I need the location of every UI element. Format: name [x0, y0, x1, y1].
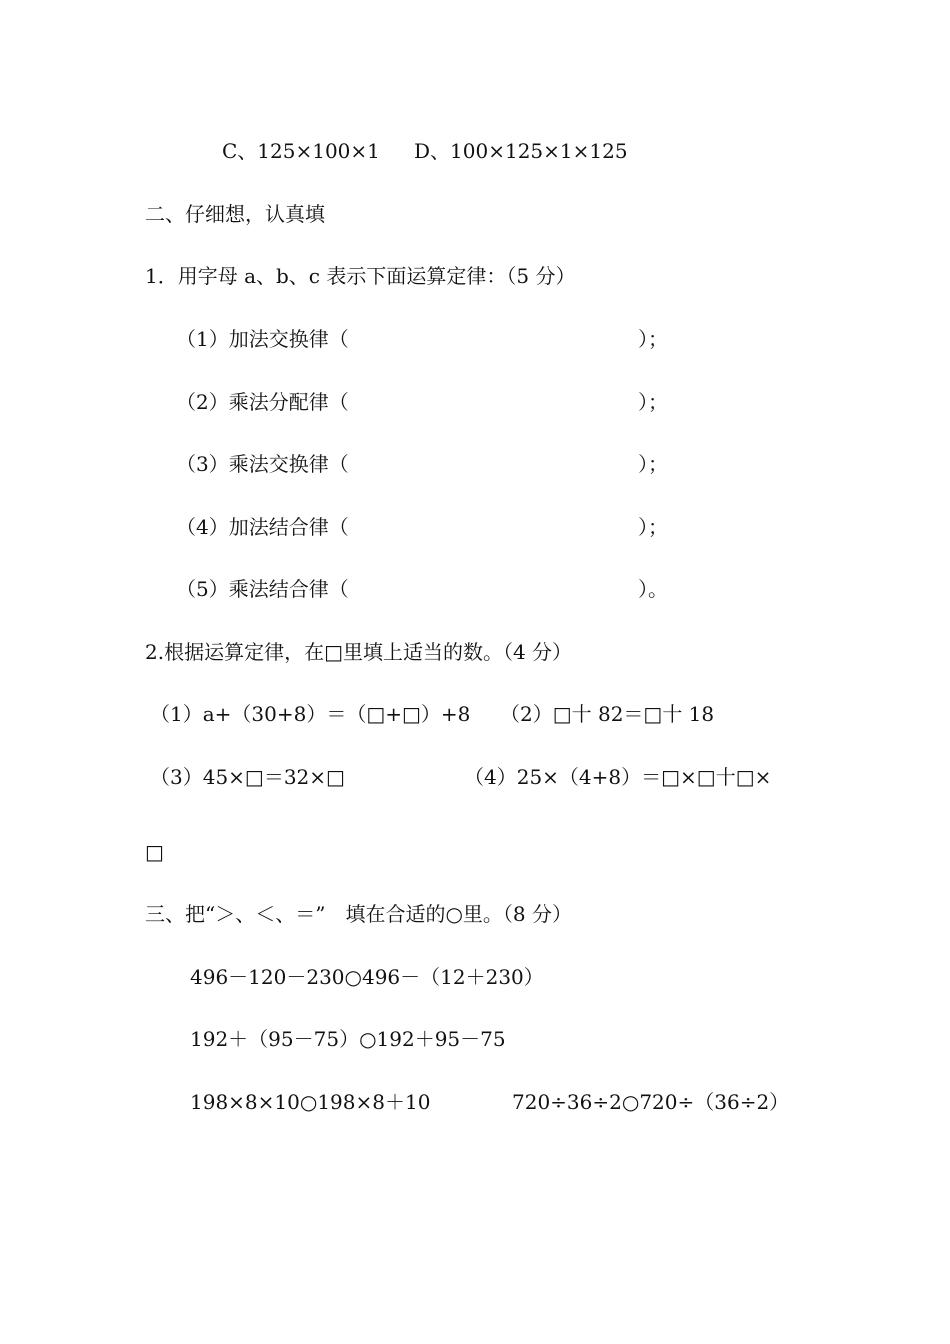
question-2-prompt: 2.根据运算定律，在□里填上适当的数。（4 分）: [145, 640, 573, 664]
law-item-label: （5）乘法结合律（: [176, 577, 349, 601]
comparison-item: 192＋（95－75）○192＋95－75: [190, 1027, 506, 1051]
fill-item: （1）a+（30+8）＝（□+□）+8: [150, 702, 471, 726]
fill-item: （3）45×□＝32×□: [150, 765, 345, 789]
section-2-heading: 二、仔细想，认真填: [145, 202, 325, 226]
law-item-close: ）；: [638, 452, 668, 476]
choice-option-c: C、125×100×1: [222, 139, 380, 163]
fill-item-continuation: □: [145, 840, 164, 864]
law-item-label: （1）加法交换律（: [176, 327, 349, 351]
comparison-item: 198×8×10○198×8＋10: [190, 1090, 431, 1114]
section-3-heading: 三、把“＞、＜、＝” 填在合适的○里。（8 分）: [145, 902, 572, 926]
law-item-close: ）；: [638, 327, 668, 351]
law-item-close: ）；: [638, 390, 668, 414]
law-item-close: ）；: [638, 515, 668, 539]
comparison-item: 496－120－230○496－（12＋230）: [190, 965, 544, 989]
law-item-label: （2）乘法分配律（: [176, 390, 349, 414]
law-item-label: （4）加法结合律（: [176, 515, 349, 539]
question-1-prompt: 1．用字母 a、b、c 表示下面运算定律：（5 分）: [145, 264, 576, 288]
choice-option-d: D、100×125×1×125: [414, 139, 628, 163]
fill-item: （2）□十 82＝□十 18: [500, 702, 715, 726]
comparison-item: 720÷36÷2○720÷（36÷2）: [512, 1090, 790, 1114]
law-item-close: ）。: [638, 577, 668, 601]
law-item-label: （3）乘法交换律（: [176, 452, 349, 476]
fill-item: （4）25×（4+8）＝□×□十□×: [464, 765, 772, 789]
